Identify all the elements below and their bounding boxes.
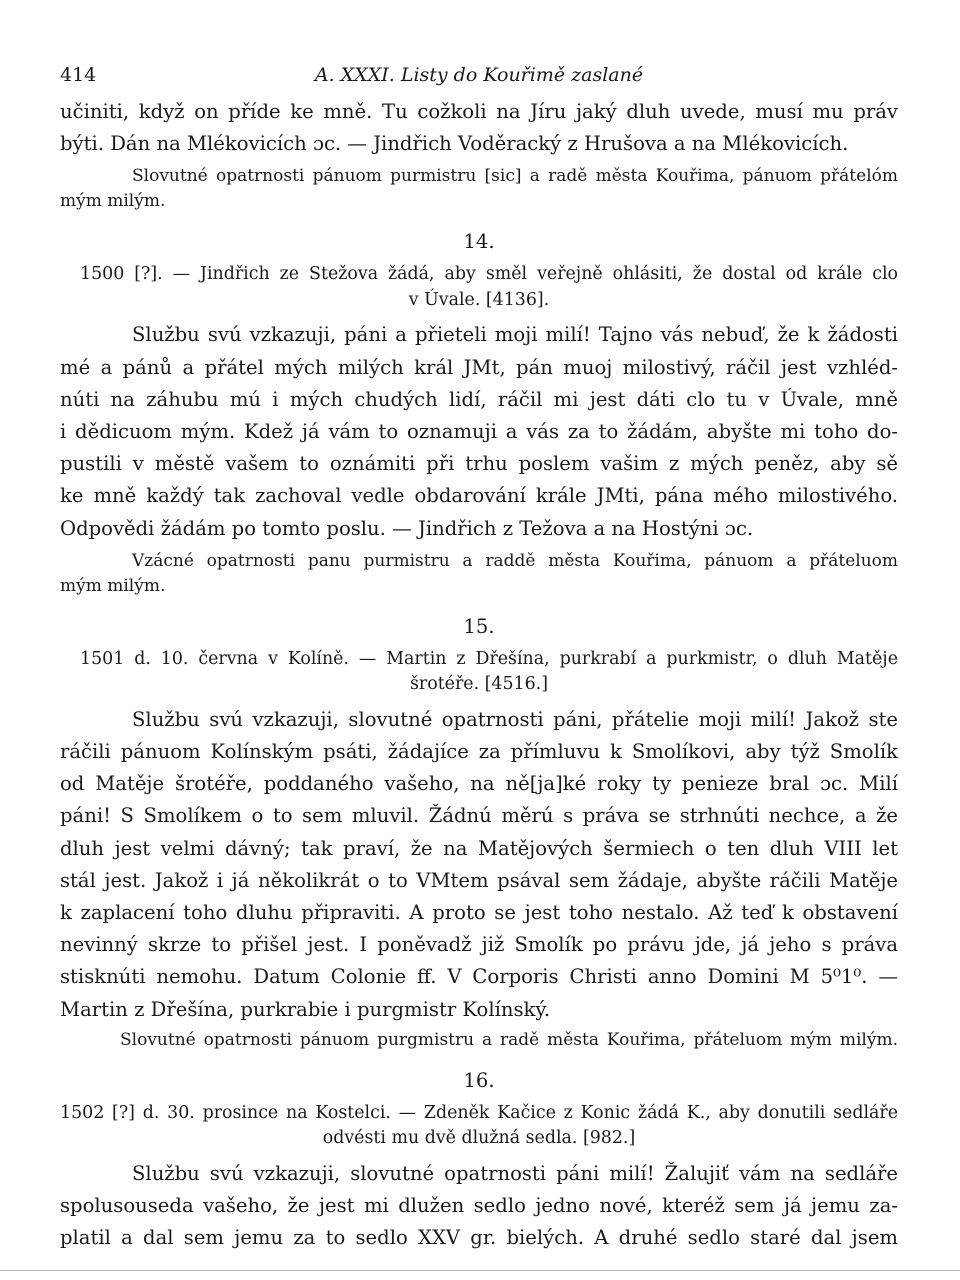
- running-title: A. XXXI. Listy do Kouřimě zaslané: [314, 64, 644, 86]
- letter-16: [60, 1065, 898, 1255]
- text-line: Odpovědi žádám po tomto poslu. — Jindřich z Težova a na Hostýni ɔc.: [60, 516, 754, 540]
- text-line: pustili v městě vašem to oznámiti při trhu poslem vašim z mých peněz, aby sě: [60, 452, 898, 476]
- intro-letter-address: [60, 164, 898, 214]
- page-number: 414: [60, 64, 97, 86]
- page-header: [60, 52, 898, 96]
- document-page: [60, 52, 898, 1254]
- text-line: núti na záhubu mú i mých chudých lidí, ráčil mi jest dáti clo tu v Úvale, mně: [60, 387, 898, 411]
- regest-line: odvésti mu dvě dlužná sedla. [982.]: [322, 1128, 636, 1149]
- text-line: od Matěje šrotéře, poddaného vašeho, na ně[ja]ké roky ty penieze bral ɔc. Milí: [60, 772, 898, 796]
- text-line: Službu svú vzkazuji, slovutné opatrnosti páni milí! Žalujiť vám na sedláře: [132, 1161, 898, 1185]
- text-line: Martin z Dřešína, purkrabie i purgmistr Kolínský.: [60, 997, 551, 1021]
- text-line: k zaplacení toho dluhu připraviti. A proto se jest toho nestalo. Až teď k obstavení: [60, 901, 898, 925]
- page-bottom-edge: [0, 1270, 960, 1271]
- text-line: Službu svú vzkazuji, slovutné opatrnosti páni, přátelie moji milí! Jakož ste: [132, 707, 898, 731]
- text-line: spolusouseda vašeho, že jest mi dlužen sedlo jedno nové, kteréž sem já jemu za-: [60, 1194, 898, 1218]
- address-line: mým milým.: [60, 575, 166, 596]
- letter-15: [60, 611, 898, 1053]
- text-line: učiniti, když on příde ke mně. Tu cožkoli na Jíru jaký dluh uvede, musí mu práv: [60, 100, 898, 123]
- text-line: stál jest. Jakož i já několikrát o to VMtem psával sem žádaje, abyšte ráčili Matěje: [60, 868, 898, 892]
- letter-number: 15.: [463, 614, 495, 638]
- text-line: dluh jest velmi dávný; tak praví, že na Matějových šermiech o ten dluh VIII let: [60, 836, 898, 860]
- address-line: Slovutné opatrnosti pánuom purgmistru a radě města Kouřima, přáteluom mým milým.: [120, 1029, 898, 1050]
- address-line: mým milým.: [60, 191, 166, 212]
- text-line: nevinný skrze to přišel jest. I poněvadž již Smolík po právu jde, já jeho s práva: [60, 933, 898, 957]
- text-line: býti. Dán na Mlékovicích ɔc. — Jindřich Voděracký z Hrušova a na Mlékovicích.: [60, 132, 849, 156]
- text-line: Službu svú vzkazuji, páni a přieteli moji milí! Tajno vás nebuď, že k žádosti: [132, 323, 898, 347]
- regest-line: 1502 [?] d. 30. prosince na Kostelci. — Zdeněk Kačice z Konic žádá K., aby donutili sedláře: [60, 1102, 898, 1123]
- letter-14: [60, 226, 898, 598]
- intro-letter-body: [60, 96, 898, 160]
- text-line: i dědicuom mým. Kdež já vám to oznamuji a vás za to žádám, abyšte mi toho do-: [60, 420, 898, 444]
- regest-line: 1501 d. 10. června v Kolíně. — Martin z Dřešína, purkrabí a purkmistr, o dluh Matěje: [80, 648, 898, 669]
- regest-line: v Úvale. [4136].: [408, 289, 550, 310]
- regest-line: šrotéře. [4516.]: [409, 674, 548, 695]
- address-line: Vzácné opatrnosti panu purmistru a raddě města Kouřima, pánuom a přáteluom: [132, 550, 898, 571]
- regest-line: 1500 [?]. — Jindřich ze Stežova žádá, aby směl veřejně ohlásiti, že dostal od krále clo: [80, 264, 898, 285]
- address-line: Slovutné opatrnosti pánuom purmistru [sic] a radě města Kouřima, pánuom přátelóm: [132, 166, 898, 187]
- text-line: ráčili pánuom Kolínským psáti, žádajíce za přímluvu k Smolíkovi, aby týž Smolík: [60, 740, 898, 764]
- letter-number: 16.: [463, 1068, 495, 1092]
- text-line: páni! S Smolíkem o to sem mluvil. Žádnú měrú s práva se strhnúti nechce, a že: [60, 804, 898, 828]
- text-line: ke mně každý tak zachoval vedle obdarování krále JMti, pána mého milostivého.: [60, 484, 898, 508]
- text-line: mé a pánů a přátel mých milých král JMt, pán muoj milostivý, ráčil jest vzhléd-: [60, 355, 898, 379]
- letter-number: 14.: [463, 230, 495, 254]
- text-line: stisknúti nemohu. Datum Colonie ff. V Corporis Christi anno Domini M 5⁰1⁰. —: [60, 965, 898, 989]
- text-line: platil a dal sem jemu za to sedlo XXV gr. bielých. A druhé sedlo staré dal jsem: [60, 1226, 898, 1250]
